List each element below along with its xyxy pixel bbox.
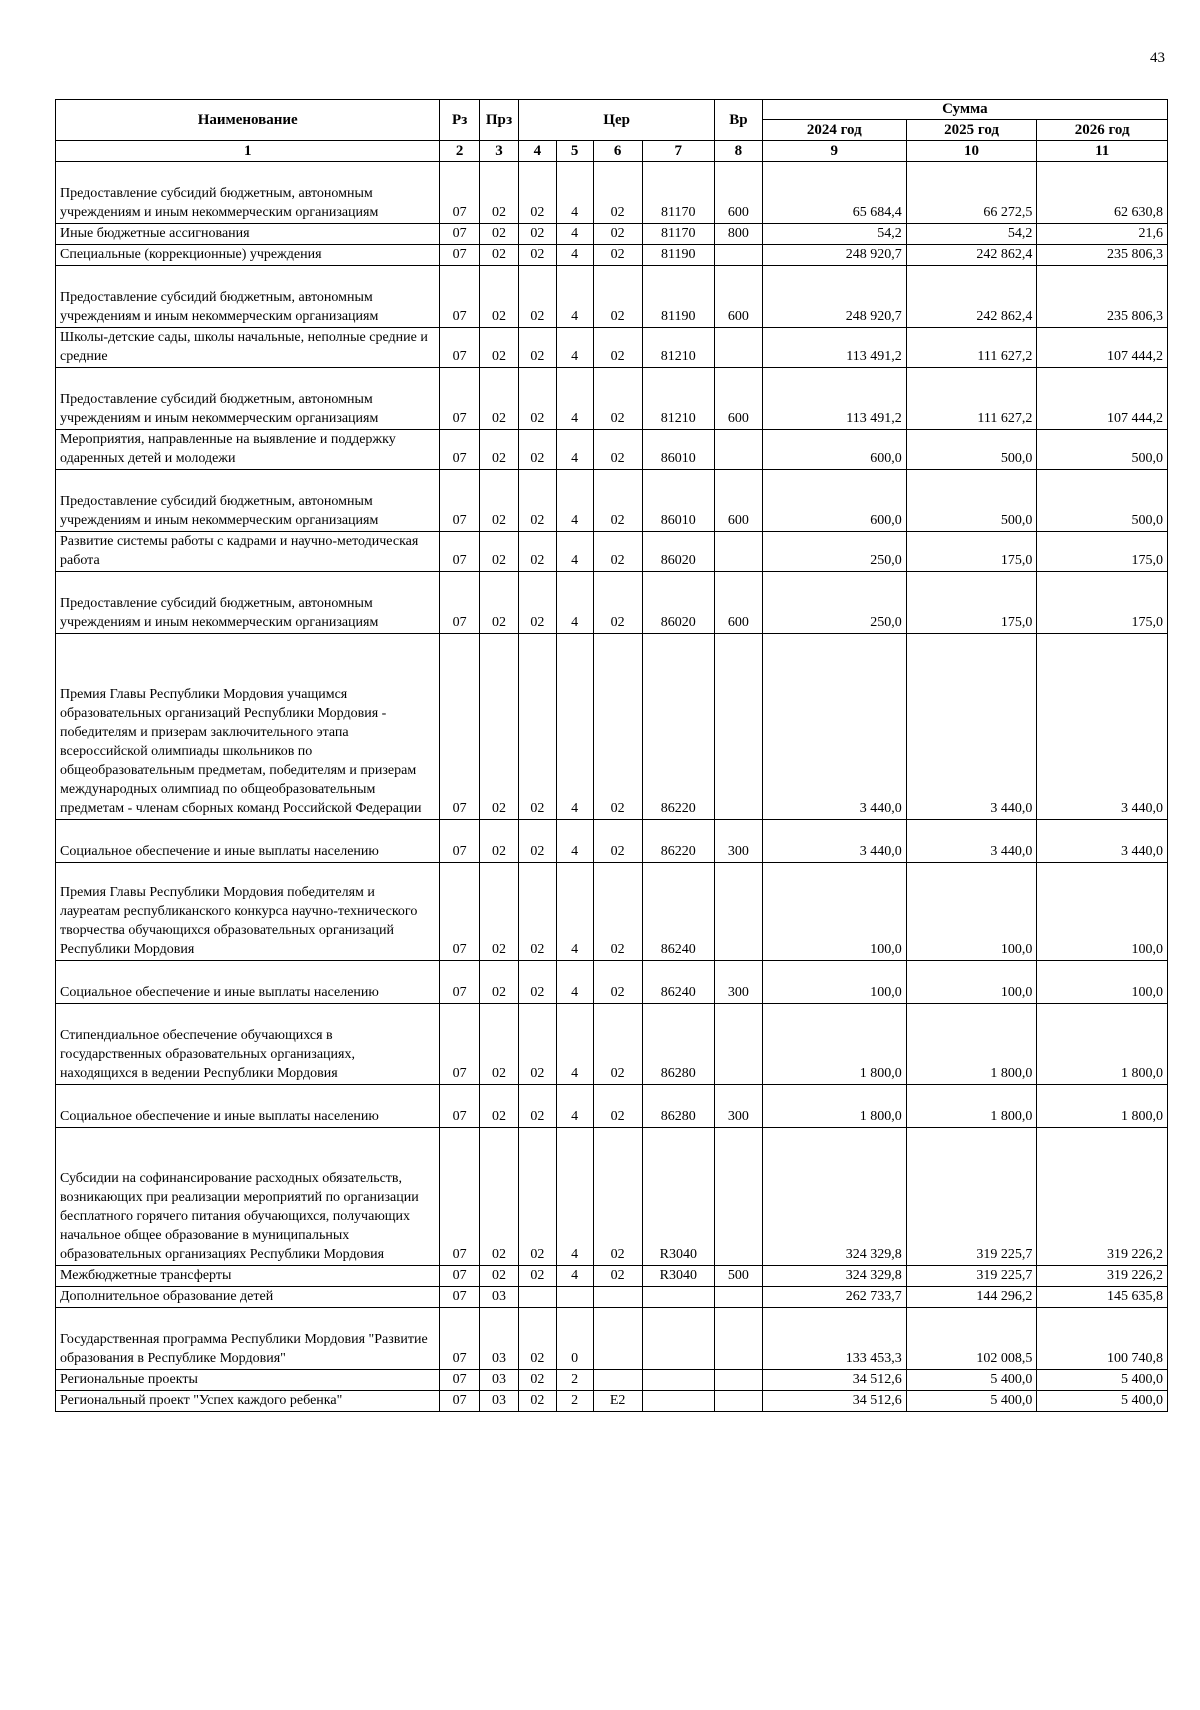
- row-name: Социальное обеспечение и иные выплаты населению: [56, 961, 440, 1004]
- row-tsr-6: 02: [593, 430, 642, 470]
- row-tsr-7: [642, 1370, 715, 1391]
- row-vr: 600: [715, 266, 763, 328]
- row-tsr-5: 4: [556, 162, 593, 224]
- row-tsr-5: 4: [556, 532, 593, 572]
- row-name: Предоставление субсидий бюджетным, автономным учреждениям и иным некоммерческим организациям: [56, 266, 440, 328]
- row-rz: 07: [440, 224, 479, 245]
- row-name: Региональный проект "Успех каждого ребенка": [56, 1391, 440, 1412]
- row-prz: 02: [479, 1004, 518, 1085]
- row-tsr-7: 86020: [642, 572, 715, 634]
- row-sum-2026: 5 400,0: [1037, 1391, 1168, 1412]
- row-sum-2026: 100,0: [1037, 863, 1168, 961]
- header-prz: Прз: [479, 100, 518, 141]
- row-name: Дополнительное образование детей: [56, 1287, 440, 1308]
- row-tsr-6: 02: [593, 328, 642, 368]
- table-row: [56, 1287, 1168, 1308]
- row-sum-2025: 319 225,7: [906, 1128, 1037, 1266]
- row-tsr-7: 86220: [642, 634, 715, 820]
- row-tsr-5: 4: [556, 820, 593, 863]
- row-vr: [715, 328, 763, 368]
- row-vr: 600: [715, 368, 763, 430]
- row-sum-2025: 319 225,7: [906, 1266, 1037, 1287]
- row-tsr-6: 02: [593, 532, 642, 572]
- row-sum-2025: 100,0: [906, 961, 1037, 1004]
- row-tsr-5: 4: [556, 961, 593, 1004]
- row-tsr-6: [593, 1370, 642, 1391]
- row-name: Школы-детские сады, школы начальные, неполные средние и средние: [56, 328, 440, 368]
- row-tsr-4: 02: [519, 328, 556, 368]
- header-year-2024: 2024 год: [762, 120, 906, 141]
- row-sum-2024: 250,0: [762, 572, 906, 634]
- table-row: [56, 1085, 1168, 1128]
- row-rz: 07: [440, 245, 479, 266]
- row-sum-2025: 100,0: [906, 863, 1037, 961]
- row-tsr-6: 02: [593, 368, 642, 430]
- row-sum-2024: 262 733,7: [762, 1287, 906, 1308]
- row-sum-2024: 34 512,6: [762, 1370, 906, 1391]
- row-prz: 02: [479, 266, 518, 328]
- row-sum-2025: 3 440,0: [906, 820, 1037, 863]
- row-tsr-7: 86020: [642, 532, 715, 572]
- row-sum-2024: 1 800,0: [762, 1004, 906, 1085]
- row-tsr-4: 02: [519, 1370, 556, 1391]
- row-sum-2024: 1 800,0: [762, 1085, 906, 1128]
- row-tsr-4: 02: [519, 266, 556, 328]
- row-sum-2025: 175,0: [906, 572, 1037, 634]
- row-sum-2026: 500,0: [1037, 430, 1168, 470]
- row-tsr-7: 86280: [642, 1085, 715, 1128]
- row-tsr-4: 02: [519, 1085, 556, 1128]
- row-sum-2026: 100,0: [1037, 961, 1168, 1004]
- column-index: 11: [1037, 141, 1168, 162]
- row-sum-2024: 100,0: [762, 961, 906, 1004]
- row-tsr-4: 02: [519, 470, 556, 532]
- row-tsr-4: 02: [519, 1266, 556, 1287]
- row-tsr-6: [593, 1287, 642, 1308]
- column-index: 3: [479, 141, 518, 162]
- row-prz: 02: [479, 1266, 518, 1287]
- header-year-2025: 2025 год: [906, 120, 1037, 141]
- row-tsr-4: 02: [519, 224, 556, 245]
- row-vr: [715, 863, 763, 961]
- header-tsr: Цер: [519, 100, 715, 141]
- row-tsr-6: 02: [593, 224, 642, 245]
- row-prz: 02: [479, 368, 518, 430]
- row-rz: 07: [440, 1308, 479, 1370]
- row-rz: 07: [440, 368, 479, 430]
- row-vr: 300: [715, 1085, 763, 1128]
- row-rz: 07: [440, 266, 479, 328]
- row-tsr-7: 81210: [642, 368, 715, 430]
- row-tsr-7: [642, 1391, 715, 1412]
- row-sum-2025: 1 800,0: [906, 1004, 1037, 1085]
- row-tsr-7: 81170: [642, 224, 715, 245]
- table-row: [56, 1266, 1168, 1287]
- row-sum-2026: 319 226,2: [1037, 1128, 1168, 1266]
- row-tsr-7: 86220: [642, 820, 715, 863]
- row-tsr-6: 02: [593, 1128, 642, 1266]
- row-sum-2024: 65 684,4: [762, 162, 906, 224]
- row-sum-2024: 600,0: [762, 430, 906, 470]
- column-index: 4: [519, 141, 556, 162]
- row-sum-2025: 500,0: [906, 430, 1037, 470]
- row-rz: 07: [440, 820, 479, 863]
- page-number: 43: [1150, 50, 1165, 66]
- row-sum-2026: 235 806,3: [1037, 245, 1168, 266]
- table-row: [56, 1391, 1168, 1412]
- table-body: [56, 162, 1168, 1412]
- row-sum-2024: 600,0: [762, 470, 906, 532]
- row-sum-2024: 324 329,8: [762, 1266, 906, 1287]
- row-name: Субсидии на софинансирование расходных обязательств, возникающих при реализации мероприятий по организации бесплатного горячего питания обучающихся, получающих начальное общее образование в муниципальных образовательных организациях Республики Мордовия: [56, 1128, 440, 1266]
- row-prz: 02: [479, 245, 518, 266]
- row-sum-2026: 100 740,8: [1037, 1308, 1168, 1370]
- row-vr: [715, 1370, 763, 1391]
- row-prz: 03: [479, 1370, 518, 1391]
- row-tsr-6: 02: [593, 266, 642, 328]
- column-index: 9: [762, 141, 906, 162]
- row-tsr-7: 81210: [642, 328, 715, 368]
- row-prz: 03: [479, 1287, 518, 1308]
- row-rz: 07: [440, 162, 479, 224]
- row-name: Социальное обеспечение и иные выплаты населению: [56, 1085, 440, 1128]
- row-tsr-7: 86240: [642, 961, 715, 1004]
- row-tsr-4: 02: [519, 368, 556, 430]
- row-tsr-7: R3040: [642, 1128, 715, 1266]
- row-prz: 02: [479, 1085, 518, 1128]
- row-vr: [715, 1128, 763, 1266]
- row-tsr-6: 02: [593, 245, 642, 266]
- row-rz: 07: [440, 328, 479, 368]
- row-vr: 800: [715, 224, 763, 245]
- row-tsr-6: 02: [593, 1085, 642, 1128]
- row-tsr-6: 02: [593, 572, 642, 634]
- row-vr: 500: [715, 1266, 763, 1287]
- row-sum-2024: 54,2: [762, 224, 906, 245]
- row-sum-2025: 5 400,0: [906, 1391, 1037, 1412]
- column-index: 2: [440, 141, 479, 162]
- row-name: Развитие системы работы с кадрами и научно-методическая работа: [56, 532, 440, 572]
- row-tsr-6: 02: [593, 1266, 642, 1287]
- row-name: Предоставление субсидий бюджетным, автономным учреждениям и иным некоммерческим организациям: [56, 162, 440, 224]
- row-tsr-5: 4: [556, 328, 593, 368]
- row-vr: [715, 1391, 763, 1412]
- row-prz: 02: [479, 1128, 518, 1266]
- row-sum-2024: 100,0: [762, 863, 906, 961]
- column-index: 1: [56, 141, 440, 162]
- row-rz: 07: [440, 470, 479, 532]
- row-tsr-5: 4: [556, 1004, 593, 1085]
- row-tsr-4: 02: [519, 1391, 556, 1412]
- row-sum-2026: 5 400,0: [1037, 1370, 1168, 1391]
- row-sum-2024: 248 920,7: [762, 245, 906, 266]
- table-row: [56, 245, 1168, 266]
- row-tsr-5: 4: [556, 430, 593, 470]
- table-row: [56, 1370, 1168, 1391]
- row-prz: 02: [479, 820, 518, 863]
- budget-table: [55, 99, 1168, 1412]
- row-tsr-6: 02: [593, 634, 642, 820]
- header-year-2026: 2026 год: [1037, 120, 1168, 141]
- row-rz: 07: [440, 1370, 479, 1391]
- row-name: Премия Главы Республики Мордовия учащимся образовательных организаций Республики Мордовия - победителям и призерам заключительного этапа всероссийской олимпиады школьников по общеобразовательным предметам, победителям и призерам международных олимпиад по общеобразовательным предметам - членам сборных команд Российской Федерации: [56, 634, 440, 820]
- row-name: Государственная программа Республики Мордовия "Развитие образования в Республике Мордовия": [56, 1308, 440, 1370]
- row-rz: 07: [440, 1085, 479, 1128]
- row-rz: 07: [440, 1287, 479, 1308]
- row-prz: 02: [479, 162, 518, 224]
- row-sum-2026: 107 444,2: [1037, 328, 1168, 368]
- row-prz: 02: [479, 634, 518, 820]
- table-row: [56, 430, 1168, 470]
- row-tsr-6: 02: [593, 162, 642, 224]
- row-tsr-4: 02: [519, 1308, 556, 1370]
- column-index: 8: [715, 141, 763, 162]
- row-sum-2024: 113 491,2: [762, 368, 906, 430]
- row-tsr-6: 02: [593, 863, 642, 961]
- row-sum-2025: 1 800,0: [906, 1085, 1037, 1128]
- row-tsr-6: 02: [593, 961, 642, 1004]
- row-tsr-4: 02: [519, 245, 556, 266]
- table-row: [56, 961, 1168, 1004]
- row-tsr-7: 81190: [642, 266, 715, 328]
- row-sum-2026: 3 440,0: [1037, 820, 1168, 863]
- row-name: Межбюджетные трансферты: [56, 1266, 440, 1287]
- row-name: Стипендиальное обеспечение обучающихся в государственных образовательных организациях, находящихся в ведении Республики Мордовия: [56, 1004, 440, 1085]
- row-name: Премия Главы Республики Мордовия победителям и лауреатам республиканского конкурса научно-технического творчества обучающихся образовательных организаций Республики Мордовия: [56, 863, 440, 961]
- header-sum: Сумма: [762, 100, 1167, 120]
- row-sum-2026: 235 806,3: [1037, 266, 1168, 328]
- row-tsr-4: 02: [519, 572, 556, 634]
- row-tsr-6: 02: [593, 820, 642, 863]
- table-row: [56, 572, 1168, 634]
- row-rz: 07: [440, 1391, 479, 1412]
- row-name: Мероприятия, направленные на выявление и поддержку одаренных детей и молодежи: [56, 430, 440, 470]
- row-tsr-5: 4: [556, 634, 593, 820]
- row-sum-2025: 175,0: [906, 532, 1037, 572]
- table-row: [56, 863, 1168, 961]
- row-sum-2026: 175,0: [1037, 572, 1168, 634]
- row-prz: 02: [479, 430, 518, 470]
- row-tsr-7: [642, 1287, 715, 1308]
- row-tsr-4: 02: [519, 532, 556, 572]
- row-sum-2025: 66 272,5: [906, 162, 1037, 224]
- row-tsr-6: E2: [593, 1391, 642, 1412]
- row-vr: [715, 1287, 763, 1308]
- row-sum-2026: 175,0: [1037, 532, 1168, 572]
- row-sum-2025: 54,2: [906, 224, 1037, 245]
- row-tsr-4: 02: [519, 1004, 556, 1085]
- row-sum-2025: 242 862,4: [906, 266, 1037, 328]
- row-rz: 07: [440, 863, 479, 961]
- row-sum-2024: 133 453,3: [762, 1308, 906, 1370]
- row-tsr-4: 02: [519, 430, 556, 470]
- row-prz: 02: [479, 470, 518, 532]
- column-index: 5: [556, 141, 593, 162]
- row-prz: 02: [479, 532, 518, 572]
- row-rz: 07: [440, 1128, 479, 1266]
- row-rz: 07: [440, 1266, 479, 1287]
- row-prz: 02: [479, 572, 518, 634]
- row-rz: 07: [440, 430, 479, 470]
- row-sum-2025: 111 627,2: [906, 328, 1037, 368]
- row-prz: 03: [479, 1391, 518, 1412]
- row-name: Региональные проекты: [56, 1370, 440, 1391]
- header-vr: Вр: [715, 100, 763, 141]
- row-tsr-4: 02: [519, 863, 556, 961]
- row-prz: 02: [479, 863, 518, 961]
- row-rz: 07: [440, 961, 479, 1004]
- row-prz: 02: [479, 961, 518, 1004]
- row-tsr-5: 4: [556, 470, 593, 532]
- row-tsr-5: 4: [556, 1266, 593, 1287]
- row-sum-2026: 500,0: [1037, 470, 1168, 532]
- row-sum-2026: 62 630,8: [1037, 162, 1168, 224]
- row-prz: 02: [479, 328, 518, 368]
- table-row: [56, 820, 1168, 863]
- row-sum-2026: 319 226,2: [1037, 1266, 1168, 1287]
- row-sum-2026: 3 440,0: [1037, 634, 1168, 820]
- row-sum-2024: 34 512,6: [762, 1391, 906, 1412]
- row-vr: 600: [715, 162, 763, 224]
- row-tsr-5: 4: [556, 1085, 593, 1128]
- row-tsr-7: 86010: [642, 470, 715, 532]
- row-rz: 07: [440, 572, 479, 634]
- row-sum-2026: 21,6: [1037, 224, 1168, 245]
- row-rz: 07: [440, 634, 479, 820]
- row-sum-2026: 107 444,2: [1037, 368, 1168, 430]
- row-name: Иные бюджетные ассигнования: [56, 224, 440, 245]
- row-sum-2025: 3 440,0: [906, 634, 1037, 820]
- row-tsr-7: 86240: [642, 863, 715, 961]
- row-vr: 600: [715, 470, 763, 532]
- row-name: Предоставление субсидий бюджетным, автономным учреждениям и иным некоммерческим организациям: [56, 470, 440, 532]
- row-tsr-5: 4: [556, 245, 593, 266]
- table-row: [56, 1308, 1168, 1370]
- row-sum-2025: 5 400,0: [906, 1370, 1037, 1391]
- table-row: [56, 328, 1168, 368]
- column-index-row: [56, 141, 1168, 162]
- row-tsr-4: 02: [519, 820, 556, 863]
- table-row: [56, 1004, 1168, 1085]
- row-vr: [715, 1308, 763, 1370]
- row-tsr-7: 81170: [642, 162, 715, 224]
- row-tsr-5: 4: [556, 368, 593, 430]
- row-sum-2024: 3 440,0: [762, 820, 906, 863]
- table-row: [56, 266, 1168, 328]
- row-prz: 03: [479, 1308, 518, 1370]
- row-name: Социальное обеспечение и иные выплаты населению: [56, 820, 440, 863]
- table-row: [56, 224, 1168, 245]
- row-vr: [715, 430, 763, 470]
- row-tsr-4: 02: [519, 162, 556, 224]
- header-name: Наименование: [56, 100, 440, 141]
- row-sum-2026: 1 800,0: [1037, 1004, 1168, 1085]
- row-sum-2026: 145 635,8: [1037, 1287, 1168, 1308]
- row-tsr-5: 4: [556, 1128, 593, 1266]
- row-tsr-6: 02: [593, 470, 642, 532]
- table-row: [56, 470, 1168, 532]
- row-sum-2024: 113 491,2: [762, 328, 906, 368]
- row-tsr-5: 4: [556, 572, 593, 634]
- row-tsr-5: 2: [556, 1391, 593, 1412]
- row-vr: [715, 245, 763, 266]
- row-tsr-5: 2: [556, 1370, 593, 1391]
- row-tsr-4: 02: [519, 1128, 556, 1266]
- row-sum-2024: 248 920,7: [762, 266, 906, 328]
- row-tsr-6: [593, 1308, 642, 1370]
- row-vr: [715, 532, 763, 572]
- row-sum-2024: 324 329,8: [762, 1128, 906, 1266]
- column-index: 7: [642, 141, 715, 162]
- row-sum-2025: 500,0: [906, 470, 1037, 532]
- row-tsr-5: 4: [556, 266, 593, 328]
- row-sum-2026: 1 800,0: [1037, 1085, 1168, 1128]
- row-rz: 07: [440, 532, 479, 572]
- row-sum-2025: 102 008,5: [906, 1308, 1037, 1370]
- row-tsr-6: 02: [593, 1004, 642, 1085]
- table-row: [56, 162, 1168, 224]
- table-row: [56, 532, 1168, 572]
- row-vr: [715, 1004, 763, 1085]
- row-tsr-4: [519, 1287, 556, 1308]
- row-tsr-4: 02: [519, 634, 556, 820]
- row-sum-2025: 144 296,2: [906, 1287, 1037, 1308]
- row-vr: [715, 634, 763, 820]
- row-tsr-7: 81190: [642, 245, 715, 266]
- row-sum-2025: 111 627,2: [906, 368, 1037, 430]
- header-row-1: [56, 100, 1168, 120]
- table-row: [56, 1128, 1168, 1266]
- header-rz: Рз: [440, 100, 479, 141]
- row-name: Предоставление субсидий бюджетным, автономным учреждениям и иным некоммерческим организациям: [56, 368, 440, 430]
- row-tsr-7: 86010: [642, 430, 715, 470]
- row-tsr-5: 4: [556, 863, 593, 961]
- row-name: Предоставление субсидий бюджетным, автономным учреждениям и иным некоммерческим организациям: [56, 572, 440, 634]
- row-prz: 02: [479, 224, 518, 245]
- row-vr: 300: [715, 961, 763, 1004]
- row-vr: 600: [715, 572, 763, 634]
- table-row: [56, 634, 1168, 820]
- column-index: 10: [906, 141, 1037, 162]
- row-vr: 300: [715, 820, 763, 863]
- row-tsr-5: [556, 1287, 593, 1308]
- row-tsr-7: 86280: [642, 1004, 715, 1085]
- row-tsr-5: 0: [556, 1308, 593, 1370]
- row-tsr-5: 4: [556, 224, 593, 245]
- row-tsr-7: R3040: [642, 1266, 715, 1287]
- row-sum-2024: 3 440,0: [762, 634, 906, 820]
- row-tsr-4: 02: [519, 961, 556, 1004]
- row-tsr-7: [642, 1308, 715, 1370]
- column-index: 6: [593, 141, 642, 162]
- table-row: [56, 368, 1168, 430]
- row-sum-2025: 242 862,4: [906, 245, 1037, 266]
- row-rz: 07: [440, 1004, 479, 1085]
- row-sum-2024: 250,0: [762, 532, 906, 572]
- row-name: Специальные (коррекционные) учреждения: [56, 245, 440, 266]
